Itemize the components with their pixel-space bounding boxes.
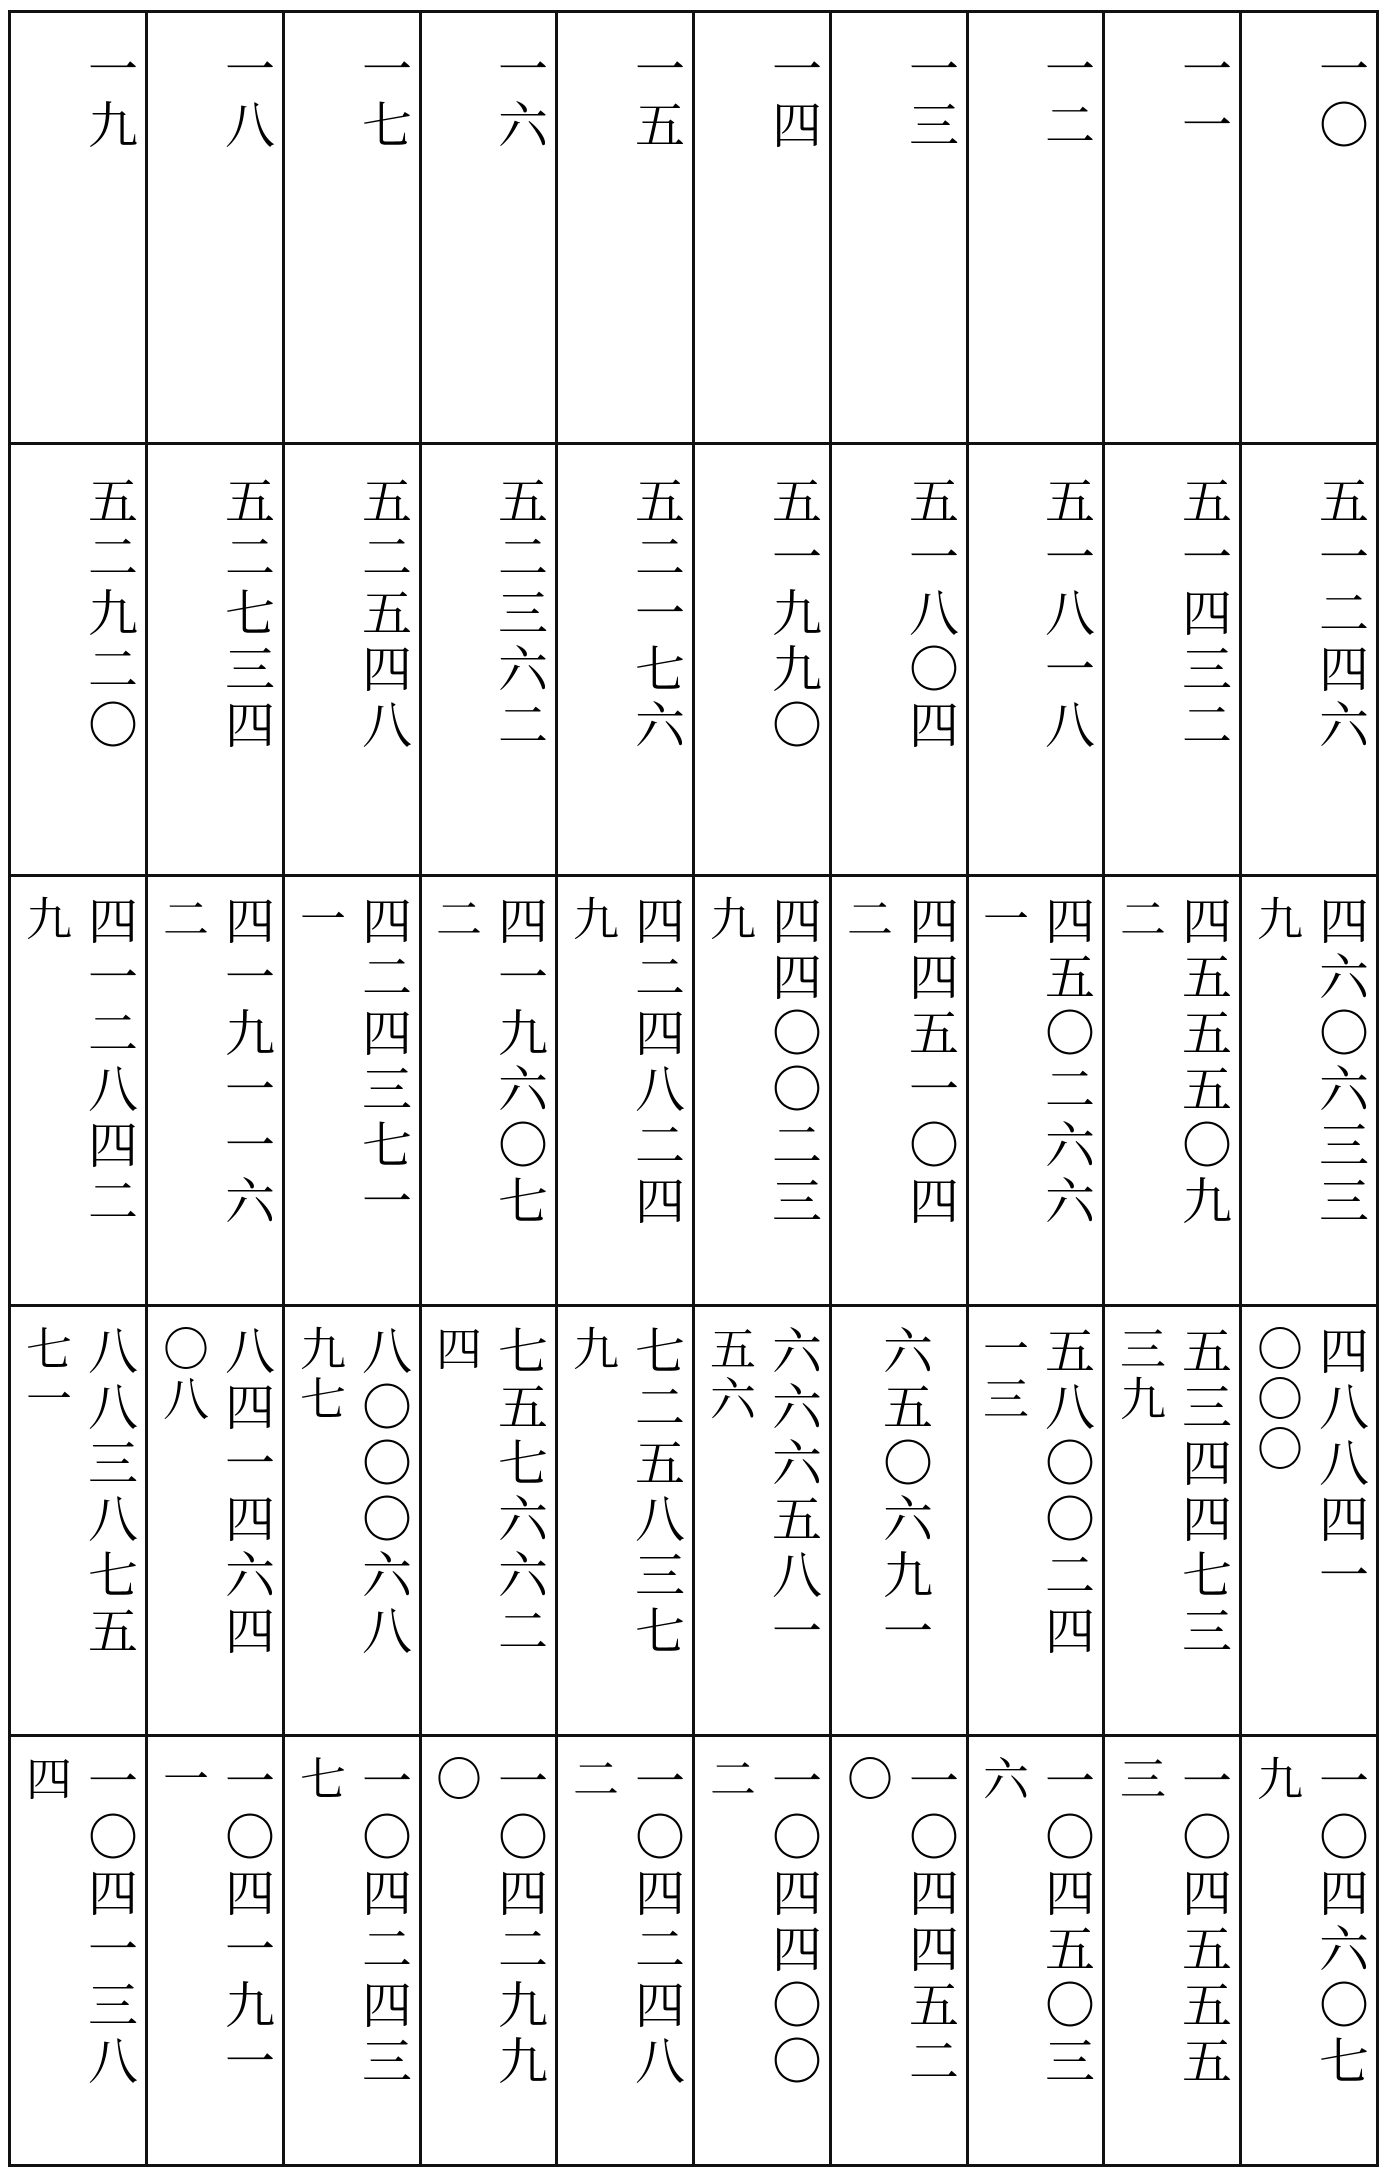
cell-c bbox=[694, 1736, 831, 2166]
cell-number bbox=[10, 12, 147, 444]
cell-a bbox=[421, 876, 557, 1306]
a-main: 四二四三七一 bbox=[354, 895, 412, 1231]
column-number: 一三 bbox=[901, 43, 959, 155]
a-note: 九 bbox=[703, 895, 757, 945]
row-a bbox=[10, 876, 1378, 1306]
data-table bbox=[8, 10, 1379, 2167]
a-note: 二 bbox=[1113, 895, 1167, 945]
c-note: 〇 bbox=[840, 1755, 894, 1805]
code-value: 五二三六二 bbox=[490, 475, 548, 755]
cell-a bbox=[831, 876, 968, 1306]
cell-b bbox=[831, 1306, 968, 1736]
column-number: 一〇 bbox=[1311, 43, 1369, 155]
c-main: 一〇四二四八 bbox=[627, 1755, 685, 2091]
cell-code bbox=[421, 444, 557, 876]
code-value: 五一八一八 bbox=[1037, 475, 1095, 755]
b-main: 七二五八三七 bbox=[627, 1325, 685, 1661]
a-note: 一 bbox=[976, 895, 1030, 945]
a-main: 四一九一一六 bbox=[217, 895, 275, 1231]
column-number: 一九 bbox=[80, 43, 138, 155]
cell-number bbox=[557, 12, 694, 444]
cell-c bbox=[10, 1736, 147, 2166]
cell-b bbox=[694, 1306, 831, 1736]
code-value: 五二七三四 bbox=[217, 475, 275, 755]
cell-b bbox=[10, 1306, 147, 1736]
a-main: 四一二八四二 bbox=[80, 895, 138, 1231]
cell-b bbox=[147, 1306, 284, 1736]
a-main: 四四五一〇四 bbox=[901, 895, 959, 1231]
cell-c bbox=[147, 1736, 284, 2166]
code-value: 五二九二〇 bbox=[80, 475, 138, 755]
a-main: 四六〇六三三 bbox=[1311, 895, 1369, 1231]
cell-a bbox=[968, 876, 1104, 1306]
cell-number bbox=[831, 12, 968, 444]
b-note: 九七 bbox=[293, 1325, 347, 1425]
b-note: 一三 bbox=[976, 1325, 1030, 1425]
cell-c bbox=[831, 1736, 968, 2166]
a-main: 四五五五〇九 bbox=[1174, 895, 1232, 1231]
c-main: 一〇四五五五 bbox=[1174, 1755, 1232, 2091]
a-main: 四一九六〇七 bbox=[490, 895, 548, 1231]
code-value: 五一九九〇 bbox=[764, 475, 822, 755]
c-note: 二 bbox=[703, 1755, 757, 1805]
cell-code bbox=[284, 444, 421, 876]
cell-number bbox=[1104, 12, 1241, 444]
cell-c bbox=[284, 1736, 421, 2166]
cell-code bbox=[557, 444, 694, 876]
code-value: 五二一七六 bbox=[627, 475, 685, 755]
b-main: 七五七六六二 bbox=[490, 1325, 548, 1661]
code-value: 五一八〇四 bbox=[901, 475, 959, 755]
cell-number bbox=[284, 12, 421, 444]
c-main: 一〇四二九九 bbox=[490, 1755, 548, 2091]
c-note: 七 bbox=[293, 1755, 347, 1805]
row-b bbox=[10, 1306, 1378, 1736]
cell-code bbox=[968, 444, 1104, 876]
b-note: 四 bbox=[429, 1325, 483, 1375]
cell-c bbox=[421, 1736, 557, 2166]
row-code bbox=[10, 444, 1378, 876]
c-main: 一〇四一三八 bbox=[80, 1755, 138, 2091]
a-note: 九 bbox=[1250, 895, 1304, 945]
c-note: 九 bbox=[1250, 1755, 1304, 1805]
b-main: 八四一四六四 bbox=[217, 1325, 275, 1661]
a-note: 二 bbox=[840, 895, 894, 945]
column-number: 一一 bbox=[1174, 43, 1232, 155]
cell-b bbox=[284, 1306, 421, 1736]
b-main: 四八八四一 bbox=[1311, 1325, 1369, 1605]
cell-number bbox=[968, 12, 1104, 444]
c-main: 一〇四一九一 bbox=[217, 1755, 275, 2091]
a-note: 一 bbox=[293, 895, 347, 945]
cell-code bbox=[1104, 444, 1241, 876]
cell-number bbox=[147, 12, 284, 444]
c-note: 〇 bbox=[429, 1755, 483, 1805]
cell-code bbox=[831, 444, 968, 876]
code-value: 五二五四八 bbox=[354, 475, 412, 755]
b-main: 五三四四七三 bbox=[1174, 1325, 1232, 1661]
a-note: 九 bbox=[19, 895, 73, 945]
cell-b bbox=[1104, 1306, 1241, 1736]
cell-a bbox=[10, 876, 147, 1306]
code-value: 五一四三二 bbox=[1174, 475, 1232, 755]
a-note: 九 bbox=[566, 895, 620, 945]
cell-c bbox=[1241, 1736, 1378, 2166]
cell-code bbox=[10, 444, 147, 876]
b-note: 〇〇〇 bbox=[1250, 1325, 1304, 1475]
cell-code bbox=[147, 444, 284, 876]
c-note: 六 bbox=[976, 1755, 1030, 1805]
cell-a bbox=[284, 876, 421, 1306]
c-note: 二 bbox=[566, 1755, 620, 1805]
cell-a bbox=[1104, 876, 1241, 1306]
column-number: 一七 bbox=[354, 43, 412, 155]
row-c bbox=[10, 1736, 1378, 2166]
cell-b bbox=[557, 1306, 694, 1736]
cell-a bbox=[694, 876, 831, 1306]
c-main: 一〇四五〇三 bbox=[1037, 1755, 1095, 2091]
a-note: 二 bbox=[429, 895, 483, 945]
b-main: 五八〇〇二四 bbox=[1037, 1325, 1095, 1661]
cell-b bbox=[968, 1306, 1104, 1736]
b-note: 五六 bbox=[703, 1325, 757, 1425]
cell-b bbox=[421, 1306, 557, 1736]
code-value: 五一二四六 bbox=[1311, 475, 1369, 755]
cell-b bbox=[1241, 1306, 1378, 1736]
b-main: 六六六五八一 bbox=[764, 1325, 822, 1661]
column-number: 一八 bbox=[217, 43, 275, 155]
a-note: 二 bbox=[156, 895, 210, 945]
b-main: 八〇〇〇六八 bbox=[354, 1325, 412, 1661]
c-main: 一〇四四五二 bbox=[901, 1755, 959, 2091]
cell-a bbox=[1241, 876, 1378, 1306]
cell-number bbox=[1241, 12, 1378, 444]
cell-number bbox=[694, 12, 831, 444]
b-note: 〇八 bbox=[156, 1325, 210, 1425]
b-main: 六五〇六九一 bbox=[875, 1325, 933, 1661]
c-note: 三 bbox=[1113, 1755, 1167, 1805]
column-number: 一四 bbox=[764, 43, 822, 155]
c-note: 一 bbox=[156, 1755, 210, 1805]
cell-a bbox=[147, 876, 284, 1306]
row-number bbox=[10, 12, 1378, 444]
b-main: 八八三八七五 bbox=[80, 1325, 138, 1661]
b-note: 三九 bbox=[1113, 1325, 1167, 1425]
a-main: 四四〇〇二三 bbox=[764, 895, 822, 1231]
column-number: 一五 bbox=[627, 43, 685, 155]
cell-a bbox=[557, 876, 694, 1306]
c-main: 一〇四六〇七 bbox=[1311, 1755, 1369, 2091]
c-note: 四 bbox=[19, 1755, 73, 1805]
column-number: 一二 bbox=[1037, 43, 1095, 155]
a-main: 四二四八二四 bbox=[627, 895, 685, 1231]
cell-number bbox=[421, 12, 557, 444]
b-note: 九 bbox=[566, 1325, 620, 1375]
b-note: 七一 bbox=[19, 1325, 73, 1425]
c-main: 一〇四二四三 bbox=[354, 1755, 412, 2091]
cell-code bbox=[1241, 444, 1378, 876]
cell-c bbox=[968, 1736, 1104, 2166]
cell-c bbox=[1104, 1736, 1241, 2166]
c-main: 一〇四四〇〇 bbox=[764, 1755, 822, 2091]
a-main: 四五〇二六六 bbox=[1037, 895, 1095, 1231]
column-number: 一六 bbox=[490, 43, 548, 155]
cell-code bbox=[694, 444, 831, 876]
cell-c bbox=[557, 1736, 694, 2166]
